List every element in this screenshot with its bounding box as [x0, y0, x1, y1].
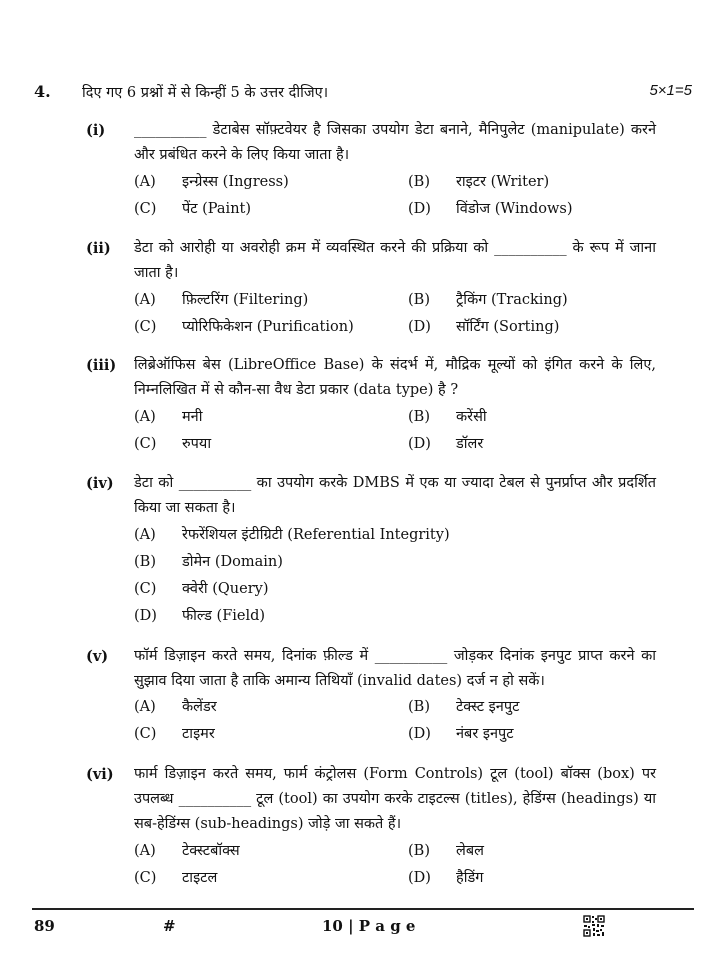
sub-question-text: लिब्रेऑफिस बेस (LibreOffice Base) के संदर्भ में, मौद्रिक मूल्यों को इंगित करने के लिए, निम्नलिखित में से कौन-सा वैध डेटा प्रकार (data type) है ?	[134, 357, 656, 398]
sub-question-number: (i)	[86, 122, 106, 139]
question-header	[34, 82, 692, 104]
sub-question-number: (ii)	[86, 240, 111, 257]
question-number: 4.	[34, 82, 51, 101]
marks-allocation: 5×1=5	[649, 82, 692, 99]
paper-code: 89	[34, 917, 55, 935]
sub-question-number: (vi)	[86, 766, 114, 783]
sub-question-text: __________ डेटाबेस सॉफ़्टवेयर है जिसका उपयोग डेटा बनाने, मैनिपुलेट (manipulate) करने और प्रबंधित करने के लिए किया जाता है।	[134, 122, 656, 163]
qr-code-icon	[583, 915, 605, 937]
sub-question-text: डेटा को आरोही या अवरोही क्रम में व्यवस्थित करने की प्रक्रिया को __________ के रूप में जाना जाता है।	[134, 240, 656, 281]
sub-question-text: फार्म डिज़ाइन करते समय, फार्म कंट्रोलस (Form Controls) टूल (tool) बॉक्स (box) पर उपलब्ध __________ टूल (tool) का उपयोग करके टाइटल्स (titles), हेडिंग्स (headings) या सब-हेडिंग्स (sub-headings) जोड़े जा सकते हैं।	[134, 766, 656, 832]
page-number: 10 | P a g e	[322, 917, 416, 935]
sub-question-text: फॉर्म डिज़ाइन करते समय, दिनांक फ़ील्ड में __________ जोड़कर दिनांक इनपुट प्राप्त करने का सुझाव दिया जाता है ताकि अमान्य तिथियाँ (invalid dates) दर्ज न हो सकें।	[134, 648, 656, 689]
question-instruction: दिए गए 6 प्रश्नों में से किन्हीं 5 के उत्तर दीजिए।	[82, 85, 329, 101]
sub-question-number: (iii)	[86, 357, 117, 374]
sub-question-number: (v)	[86, 648, 109, 665]
hash-mark: #	[163, 917, 176, 935]
sub-question-number: (iv)	[86, 475, 114, 492]
sub-question-text: डेटा को __________ का उपयोग करके DMBS में एक या ज्यादा टेबल से पुनर्प्राप्त और प्रदर्शित किया जा सकता है।	[134, 475, 656, 516]
footer-divider	[32, 908, 694, 910]
